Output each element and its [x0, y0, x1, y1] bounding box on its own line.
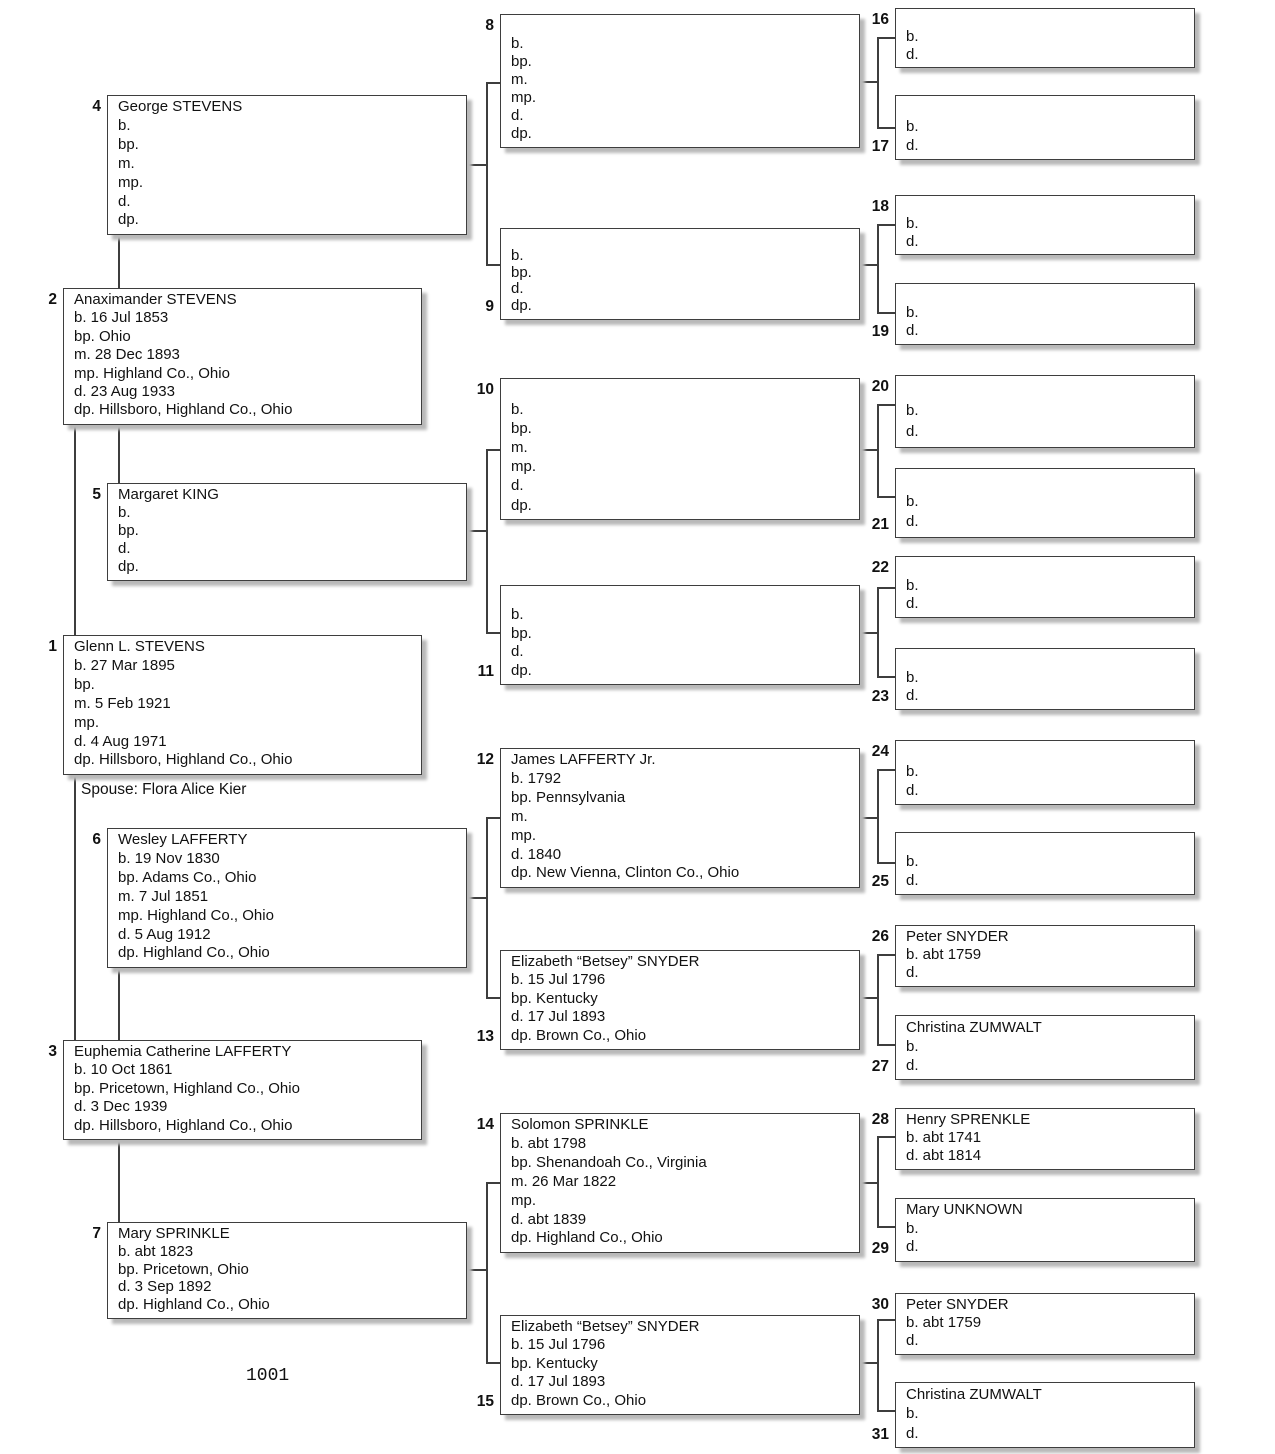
person-number: 24	[871, 743, 889, 760]
person-number: 4	[92, 98, 101, 115]
person-field: mp.	[511, 458, 537, 476]
person-field: mp. Highland Co., Ohio	[74, 364, 230, 382]
person-box-1	[48, 635, 422, 775]
person-field: b. abt 1798	[511, 1134, 587, 1152]
person-field: d. 17 Jul 1893	[511, 1008, 606, 1026]
person-field: d.	[906, 964, 919, 981]
person-field: d.	[906, 1057, 919, 1074]
connector-line-horizontal	[860, 1362, 877, 1364]
person-field: b. abt 1823	[118, 1242, 194, 1260]
person-field: b. 15 Jul 1796	[511, 1336, 606, 1354]
connector-line-horizontal	[877, 496, 895, 498]
person-field: dp.	[511, 496, 532, 514]
person-field: bp. Shenandoah Co., Virginia	[511, 1153, 707, 1171]
connector-line-horizontal	[860, 1182, 877, 1184]
person-field: d.	[906, 232, 919, 250]
connector-line-horizontal	[860, 632, 877, 634]
connector-line-vertical	[877, 1136, 879, 1227]
person-box-19	[871, 283, 1195, 345]
person-name: Peter SNYDER	[906, 928, 1009, 945]
person-number: 13	[476, 1028, 494, 1045]
person-field: b.	[906, 577, 919, 594]
person-field: d.	[906, 782, 919, 799]
person-box-10	[476, 378, 860, 520]
person-name	[906, 378, 1186, 400]
person-number: 19	[871, 323, 889, 340]
person-field: mp.	[118, 173, 144, 191]
person-field: dp.	[511, 125, 532, 142]
person-field: d. 23 Aug 1933	[74, 383, 175, 401]
connector-line-horizontal	[877, 224, 895, 226]
person-field: dp. Hillsboro, Highland Co., Ohio	[74, 1116, 293, 1134]
person-box-23	[871, 648, 1195, 710]
person-name	[511, 588, 851, 606]
person-field: m. 5 Feb 1921	[74, 694, 171, 712]
person-box-25	[871, 832, 1195, 895]
person-field: d.	[906, 1424, 919, 1442]
person-field: dp. Highland Co., Ohio	[118, 944, 270, 962]
person-field: bp.	[511, 263, 532, 281]
connector-line-horizontal	[877, 769, 895, 771]
person-field: bp.	[511, 624, 532, 642]
connector-line-horizontal	[877, 954, 895, 956]
person-box-3	[48, 1040, 422, 1140]
connector-line-horizontal	[467, 897, 486, 899]
person-field: b. 10 Oct 1861	[74, 1061, 173, 1079]
person-field: d.	[906, 687, 919, 704]
person-number: 1	[48, 638, 57, 655]
person-box-20	[871, 375, 1195, 448]
person-field: b.	[511, 246, 524, 264]
person-name: Peter SNYDER	[906, 1296, 1009, 1313]
connector-line-horizontal	[877, 1044, 895, 1046]
person-field: b. 19 Nov 1830	[118, 849, 220, 867]
connector-line-horizontal	[467, 164, 486, 166]
person-name	[906, 471, 1186, 492]
person-field: b.	[906, 1038, 919, 1055]
person-number: 22	[871, 559, 889, 576]
person-number: 28	[871, 1111, 889, 1128]
connector-line-horizontal	[486, 817, 500, 819]
person-field: d. 17 Jul 1893	[511, 1373, 606, 1391]
person-box-5	[92, 483, 467, 581]
connector-line-horizontal	[467, 530, 486, 532]
page-number: 1001	[246, 1366, 290, 1386]
person-number: 7	[92, 1225, 101, 1242]
connector-line-vertical	[877, 587, 879, 677]
person-field: m.	[511, 439, 528, 457]
person-field: d.	[906, 513, 919, 531]
person-field: d. 5 Aug 1912	[118, 925, 211, 943]
person-field: dp. Highland Co., Ohio	[118, 1296, 270, 1314]
person-field: d.	[511, 280, 524, 298]
person-name	[906, 98, 1186, 117]
person-field: d.	[906, 595, 919, 612]
person-box-22	[871, 556, 1195, 618]
person-field: dp.	[511, 297, 532, 315]
connector-line-horizontal	[860, 449, 877, 451]
spouse-note: Spouse: Flora Alice Kier	[81, 781, 247, 798]
person-field: d.	[118, 192, 131, 210]
person-name: Anaximander STEVENS	[74, 291, 237, 308]
person-box-7	[92, 1222, 467, 1319]
person-field: bp.	[118, 522, 139, 539]
person-field: b.	[906, 28, 919, 46]
person-field: bp. Pricetown, Highland Co., Ohio	[74, 1079, 300, 1097]
person-number: 15	[476, 1393, 494, 1410]
person-box-28	[871, 1108, 1195, 1170]
connector-line-vertical	[877, 37, 879, 128]
person-field: m.	[118, 154, 135, 172]
person-number: 30	[871, 1296, 889, 1313]
person-name	[511, 381, 851, 400]
person-field: b.	[906, 1219, 919, 1237]
connector-line-horizontal	[877, 127, 895, 129]
person-box-6	[92, 828, 467, 968]
person-number: 21	[871, 516, 889, 533]
connector-line-horizontal	[860, 81, 877, 83]
person-field: b. 1792	[511, 769, 562, 787]
person-box-8	[485, 14, 860, 148]
person-number: 2	[48, 291, 57, 308]
person-name: George STEVENS	[118, 98, 243, 115]
connector-line-horizontal	[860, 264, 877, 266]
person-number: 26	[871, 928, 889, 945]
person-field: bp.	[74, 675, 95, 693]
person-number: 23	[871, 688, 889, 705]
person-name: Henry SPRENKLE	[906, 1111, 1031, 1128]
person-box-15	[476, 1315, 860, 1415]
connector-line-horizontal	[877, 312, 895, 314]
person-field: dp.	[118, 558, 139, 575]
person-field: bp.	[511, 53, 532, 70]
connector-line-vertical	[877, 954, 879, 1045]
person-field: bp.	[511, 420, 532, 438]
person-field: d.	[511, 107, 524, 124]
person-field: d. abt 1839	[511, 1210, 587, 1228]
person-field: b.	[906, 763, 919, 780]
person-field: m.	[511, 807, 528, 825]
connector-line-horizontal	[486, 1182, 500, 1184]
person-field: b.	[906, 401, 919, 419]
person-field: m. 26 Mar 1822	[511, 1172, 617, 1190]
person-box-26	[871, 925, 1195, 987]
connector-line-vertical	[877, 404, 879, 497]
person-field: d.	[906, 322, 919, 339]
connector-line-horizontal	[486, 997, 500, 999]
person-field: mp.	[74, 713, 100, 731]
person-number: 29	[871, 1240, 889, 1257]
person-name: Euphemia Catherine LAFFERTY	[74, 1043, 292, 1060]
person-name	[906, 11, 1186, 28]
person-box-18	[871, 195, 1195, 255]
connector-line-vertical	[486, 817, 488, 998]
person-field: m. 7 Jul 1851	[118, 887, 209, 905]
person-name	[906, 651, 1186, 669]
person-number: 12	[476, 751, 494, 768]
connector-line-horizontal	[877, 1410, 895, 1412]
person-name: Margaret KING	[118, 486, 219, 503]
person-box-13	[476, 950, 860, 1050]
person-field: b. abt 1759	[906, 946, 982, 963]
person-field: d.	[511, 643, 524, 661]
person-box-24	[871, 740, 1195, 805]
connector-line-vertical	[486, 82, 488, 265]
connector-line-horizontal	[860, 997, 877, 999]
person-field: dp. Brown Co., Ohio	[511, 1026, 647, 1044]
connector-line-horizontal	[877, 1319, 895, 1321]
person-field: m. 28 Dec 1893	[74, 346, 180, 364]
person-number: 18	[871, 198, 889, 215]
person-field: bp. Kentucky	[511, 1354, 598, 1372]
person-field: dp. Hillsboro, Highland Co., Ohio	[74, 401, 293, 419]
connector-line-horizontal	[877, 37, 895, 39]
connector-line-horizontal	[877, 1226, 895, 1228]
person-field: b.	[906, 669, 919, 686]
person-field: mp.	[511, 1191, 537, 1209]
person-name: Christina ZUMWALT	[906, 1386, 1042, 1403]
person-field: bp. Adams Co., Ohio	[118, 868, 257, 886]
person-box-21	[871, 468, 1195, 538]
connector-line-horizontal	[860, 817, 877, 819]
connector-line-horizontal	[486, 264, 500, 266]
person-name: Solomon SPRINKLE	[511, 1116, 649, 1133]
person-field: d. 4 Aug 1971	[74, 732, 167, 750]
connector-line-horizontal	[877, 1136, 895, 1138]
person-field: dp. New Vienna, Clinton Co., Ohio	[511, 864, 740, 882]
connector-line-vertical	[877, 224, 879, 313]
person-field: mp.	[511, 826, 537, 844]
person-field: d.	[511, 477, 524, 495]
person-name	[906, 198, 1186, 215]
person-number: 11	[477, 663, 494, 680]
person-field: b.	[511, 35, 524, 52]
person-number: 14	[476, 1116, 494, 1133]
connector-line-horizontal	[877, 862, 895, 864]
person-field: b.	[906, 853, 919, 871]
person-field: bp. Pricetown, Ohio	[118, 1260, 249, 1278]
connector-line-horizontal	[877, 404, 895, 406]
person-box-4	[92, 95, 467, 235]
person-field: d.	[906, 871, 919, 889]
connector-line-horizontal	[486, 449, 500, 451]
connector-line-horizontal	[486, 82, 500, 84]
person-name: Mary UNKNOWN	[906, 1201, 1023, 1218]
person-number: 25	[871, 873, 889, 890]
person-box-14	[476, 1113, 860, 1253]
person-field: mp. Highland Co., Ohio	[118, 906, 274, 924]
person-field: dp. Brown Co., Ohio	[511, 1391, 647, 1409]
person-number: 5	[92, 486, 101, 503]
person-field: bp. Ohio	[74, 327, 131, 345]
connector-line-vertical	[486, 449, 488, 633]
person-name: Elizabeth “Betsey” SNYDER	[511, 1318, 700, 1335]
person-name: Glenn L. STEVENS	[74, 638, 205, 655]
person-number: 3	[48, 1043, 57, 1060]
person-field: d. abt 1814	[906, 1147, 982, 1164]
person-box-12	[476, 748, 860, 888]
connector-line-horizontal	[467, 1269, 486, 1271]
person-field: mp.	[511, 89, 537, 106]
person-box-17	[871, 95, 1195, 160]
person-name: Wesley LAFFERTY	[118, 831, 248, 848]
person-name	[906, 835, 1186, 853]
person-field: b.	[906, 492, 919, 510]
person-field: dp. Highland Co., Ohio	[511, 1229, 663, 1247]
person-number: 31	[871, 1426, 889, 1443]
person-box-27	[871, 1015, 1195, 1080]
person-field: b.	[118, 116, 131, 134]
connector-line-horizontal	[486, 1362, 500, 1364]
connector-line-vertical	[486, 1182, 488, 1363]
connector-line-vertical	[877, 1319, 879, 1411]
person-name: James LAFFERTY Jr.	[511, 751, 656, 768]
person-field: b.	[906, 1405, 919, 1423]
person-field: b.	[511, 606, 524, 624]
person-box-29	[871, 1198, 1195, 1262]
person-field: b. 27 Mar 1895	[74, 656, 175, 674]
person-number: 27	[871, 1058, 889, 1075]
connector-line-vertical	[877, 769, 879, 863]
person-field: m.	[511, 71, 528, 88]
connector-line-horizontal	[486, 632, 500, 634]
person-number: 20	[871, 378, 889, 395]
person-number: 8	[485, 17, 494, 34]
person-field: b.	[906, 304, 919, 321]
person-field: b.	[906, 215, 919, 233]
connector-line-horizontal	[877, 676, 895, 678]
person-name: Christina ZUMWALT	[906, 1019, 1042, 1036]
person-field: b. 15 Jul 1796	[511, 971, 606, 989]
person-number: 6	[92, 831, 101, 848]
person-name	[906, 559, 1186, 577]
person-field: b.	[511, 401, 524, 419]
person-field: d. 3 Dec 1939	[74, 1098, 168, 1116]
person-field: dp.	[511, 661, 532, 679]
person-field: dp.	[118, 211, 139, 229]
person-box-30	[871, 1293, 1195, 1355]
connector-line-horizontal	[877, 587, 895, 589]
person-field: dp. Hillsboro, Highland Co., Ohio	[74, 751, 293, 769]
person-field: d. 3 Sep 1892	[118, 1278, 212, 1296]
person-field: d.	[906, 1238, 919, 1256]
person-box-2	[48, 288, 422, 425]
person-field: bp.	[118, 135, 139, 153]
person-box-16	[871, 8, 1195, 68]
person-field: b. abt 1759	[906, 1314, 982, 1331]
person-name	[511, 231, 851, 248]
person-box-9	[485, 228, 860, 320]
person-name: Elizabeth “Betsey” SNYDER	[511, 953, 700, 970]
person-number: 10	[476, 381, 494, 398]
person-field: d.	[118, 540, 131, 557]
person-field: d.	[906, 45, 919, 63]
person-field: d.	[906, 137, 919, 154]
person-name: Mary SPRINKLE	[118, 1225, 230, 1242]
person-number: 9	[485, 298, 494, 315]
person-field: d. 1840	[511, 845, 562, 863]
person-field: d.	[906, 423, 919, 441]
person-field: b.	[118, 504, 131, 521]
person-box-31	[871, 1382, 1195, 1448]
person-field: d.	[906, 1332, 919, 1349]
person-name	[906, 743, 1186, 762]
person-number: 17	[871, 138, 889, 155]
person-field: bp. Pennsylvania	[511, 788, 626, 806]
person-name	[906, 286, 1186, 304]
person-field: b.	[906, 118, 919, 135]
person-field: bp. Kentucky	[511, 989, 598, 1007]
person-field: b. abt 1741	[906, 1129, 982, 1146]
person-number: 16	[871, 11, 889, 28]
person-field: b. 16 Jul 1853	[74, 309, 169, 327]
person-box-11	[477, 585, 860, 685]
person-name	[511, 17, 851, 35]
